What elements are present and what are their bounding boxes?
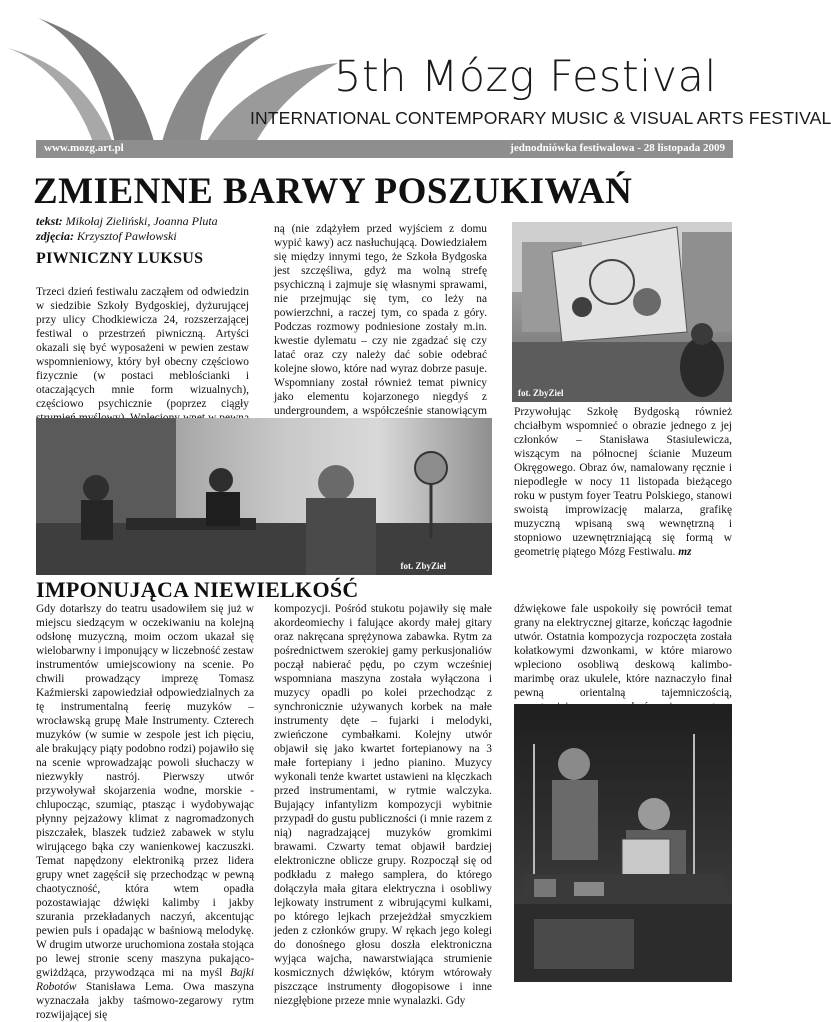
website-link[interactable]: www.mozg.art.pl xyxy=(44,142,124,154)
section1-column3-text: Przywołując Szkołę Bydgoską również chciałbym wspomnieć o obrazie jednego z jej członków – Stanisława Stasiulewicza, wiszącym na północnej ścianie Muzeum Okręgowego. Obraz ów, namalowany ręcznie i niepodległe w nocy 11 listopada bieżącego roku w pustym foyer Teatru Polskiego, stanowi swoistą improwizację malarza, grafikę muzyczną wpisaną swą wewnętrzną i stopniowo uzewnętrzniającą się formą w geometrię piątego Mózg Festiwalu. xyxy=(514,406,732,558)
credit-text-value: Mikołaj Zieliński, Joanna Pluta xyxy=(65,214,218,228)
photo1-caption: fot. ZbyZiel xyxy=(518,388,564,398)
section1-column1: Trzeci dzień festiwalu zacząłem od odwiedzin w siedzibie Szkoły Bydgoskiej, dyżurującej przy ulicy Chodkiewicza 24, rozszerzającej festiwal o przestrzeń piwniczną. Artyści okazali się być wyposażeni w pewien zestaw wspomnieniowy, który był obecny częściowo fizycznie (w postaci meblościanki i otaczających mnie form wizualnych), częściowo psychicznie (poprzez ciągły xyxy=(36,286,249,410)
festival-title: 5th Mózg Festival xyxy=(334,52,717,102)
article-headline: ZMIENNE BARWY POSZUKIWAŃ xyxy=(33,171,633,212)
issue-info: jednodniówka festiwalowa - 28 listopada 2009 xyxy=(510,142,725,154)
section1-signature: mz xyxy=(678,546,692,558)
section2-column1-text-a: Gdy dotarłszy do teatru usadowiłem się już w miejscu siedzącym w oczekiwaniu na kolejną odsłonę muzyczną, moim oczom ukazał się wielobarwny i imponujący w liczebność zestaw instrumentów umiejscowiony na scenie. Po chwili prowadzący imprezę Tomasz Kaźmierski zapowiedział odpowiedzialnych za tę instrumentalną feerię muzyków – wrocławską grupę Małe Instrumenty. Czterech muzyków (w sumie w zespole jest ich pięciu, ale brakujący piąty podobno rodzi) pojawiło się na scenie wprowadzając powoli słuchaczy w niezwykły nastrój. Pierwszy utwór przywoływał skojarzenia wodne, morskie - chlupocząc, szumiąc, ptasząc i wydobywając płynny pejzażowy klimat z nagromadzonych piszczałek, blaszek tudzież zabawek w stylu wirującego bąka czy wanienkowej kaczuszki. Temat napędzony elektroniką przez lidera grupy wnet zagęścił się przechodząc w pewną chaotyczność, która wtem opadła pozostawiając dźwięki kalimby i jakby szurania przekładanych naczyń, akcentując pewien puls i opadając w baśniową melodykę. W drugim utworze uruchomiona została stojąca po lewej stronie sceny maszyna pukająco-gwiżdżąca, przywodząca mi na myśl xyxy=(36,603,254,979)
section-heading-imponujaca: IMPONUJĄCA NIEWIELKOŚĆ xyxy=(36,577,359,602)
article-credits xyxy=(36,214,218,244)
section1-column3 xyxy=(514,405,732,569)
section-heading-piwniczny: PIWNICZNY LUKSUS xyxy=(36,250,204,267)
section2-column3-text: dźwiękowe fale uspokoiły się powrócił temat grany na elektrycznej gitarze, kończąc łagodnie utwór. Ostatnia kompozycja rozpoczęta została kołatkowymi dzwonkami, w które miarowo wpleciono osobliwą deskową kalimbo-marimbę oraz ukulele, które naznaczyło finał pewną orientalną tajemniczością, xyxy=(514,603,732,699)
photo-painting xyxy=(512,222,732,402)
photo-concert xyxy=(514,704,732,982)
section2-column2: kompozycji. Pośród stukotu pojawiły się małe akordeomiechy i falujące akordy małej gitary oraz nakręcana sprężynowa zabawka. Rytm za pośrednictwem szerokiej gamy perkusjonaliów począł nabierać pędu, po czym wcześniej wspomniana maszyna została wyłączona i muzycy opadli po kolei przechodząc z synchronicznie używanych korbek na małe instrumenty dęte – fujarki i melodyki, zwieńczone cymbałkami. Kolejny utwór objawił się jako kwartet fortepianowy na 3 małe fortepiany i jedno pianino. Muzycy wykonali tenże kwartet ustawieni na klęczkach przed instrumentami, w rytmie walczyka. Bujający infantylizm kompozycji wybitnie przypadł do gustu publiczności (i mnie razem z nią) nagradzającej muzyków gromkimi brawami. Czwarty temat objawił bardziej elektroniczne oblicze grupy. Rozpoczął się od podkładu z małego samplera, do którego dołączyła mała gitara elektryczna i osobliwy lejkowaty instrument z wibrującymi kulkami, po którego lejkach przejeżdżał smyczkiem jeden z członków grupy. W rękach jego kolegi do donośnego głosu doszła elektroniczna wyjąca wajcha, nawarstwiająca strumienie kosmicznych dźwięków, którym wtórowały piszczące instrumenty dłogopisowe i inne niezgłębione przeze mnie wynalazki. Gdy xyxy=(274,603,492,1007)
credit-photo-value: Krzysztof Pawłowski xyxy=(77,229,177,243)
photo2-caption: fot. ZbyZiel xyxy=(400,561,446,571)
concert-illustration xyxy=(514,704,732,982)
header-bar xyxy=(36,140,733,158)
section2-column1 xyxy=(36,602,254,1021)
festival-subtitle: INTERNATIONAL CONTEMPORARY MUSIC & VISUAL ARTS FESTIVAL xyxy=(250,108,831,128)
cellar-illustration xyxy=(36,418,492,575)
painting-illustration xyxy=(512,222,732,402)
credit-photo-label: zdjęcia: xyxy=(36,229,74,243)
festival-logo xyxy=(8,8,338,158)
section2-column1-title: Bajki Robotów xyxy=(36,967,254,993)
credit-text-label: tekst: xyxy=(36,214,63,228)
photo-cellar xyxy=(36,418,492,575)
section1-column2: ną (nie zdążyłem przed wyjściem z domu wypić kawy) acz nasłuchującą. Dowiedziałem się między innymi tego, że Szkoła Bydgoska jest szczęśliwa, gdyż ma wolną strefę psychiczną i zajmuje się własnymi sprawami, nie przejmując się tym, co leży na powierzchni, a raczej tym, co spada z góry. Podczas rozmowy podniesione zostały m.in. kwestie dylematu – czy nie zgadzać się czy latać oraz czy należy dać sobie odebrać kolejne słowo, które nad wyraz dobrze pasuje. Wspomniany został również temat piwnicy jako elementu kojarzonego niegdyś z undergroundem, a współcześnie stanowiącym xyxy=(274,223,487,417)
section2-column3 xyxy=(514,602,732,699)
section2-column1-text-b: Stanisława Lema. Owa maszyna wyznaczała jakby taśmowo-zegarowy rytm rozwijającej się xyxy=(36,981,254,1021)
